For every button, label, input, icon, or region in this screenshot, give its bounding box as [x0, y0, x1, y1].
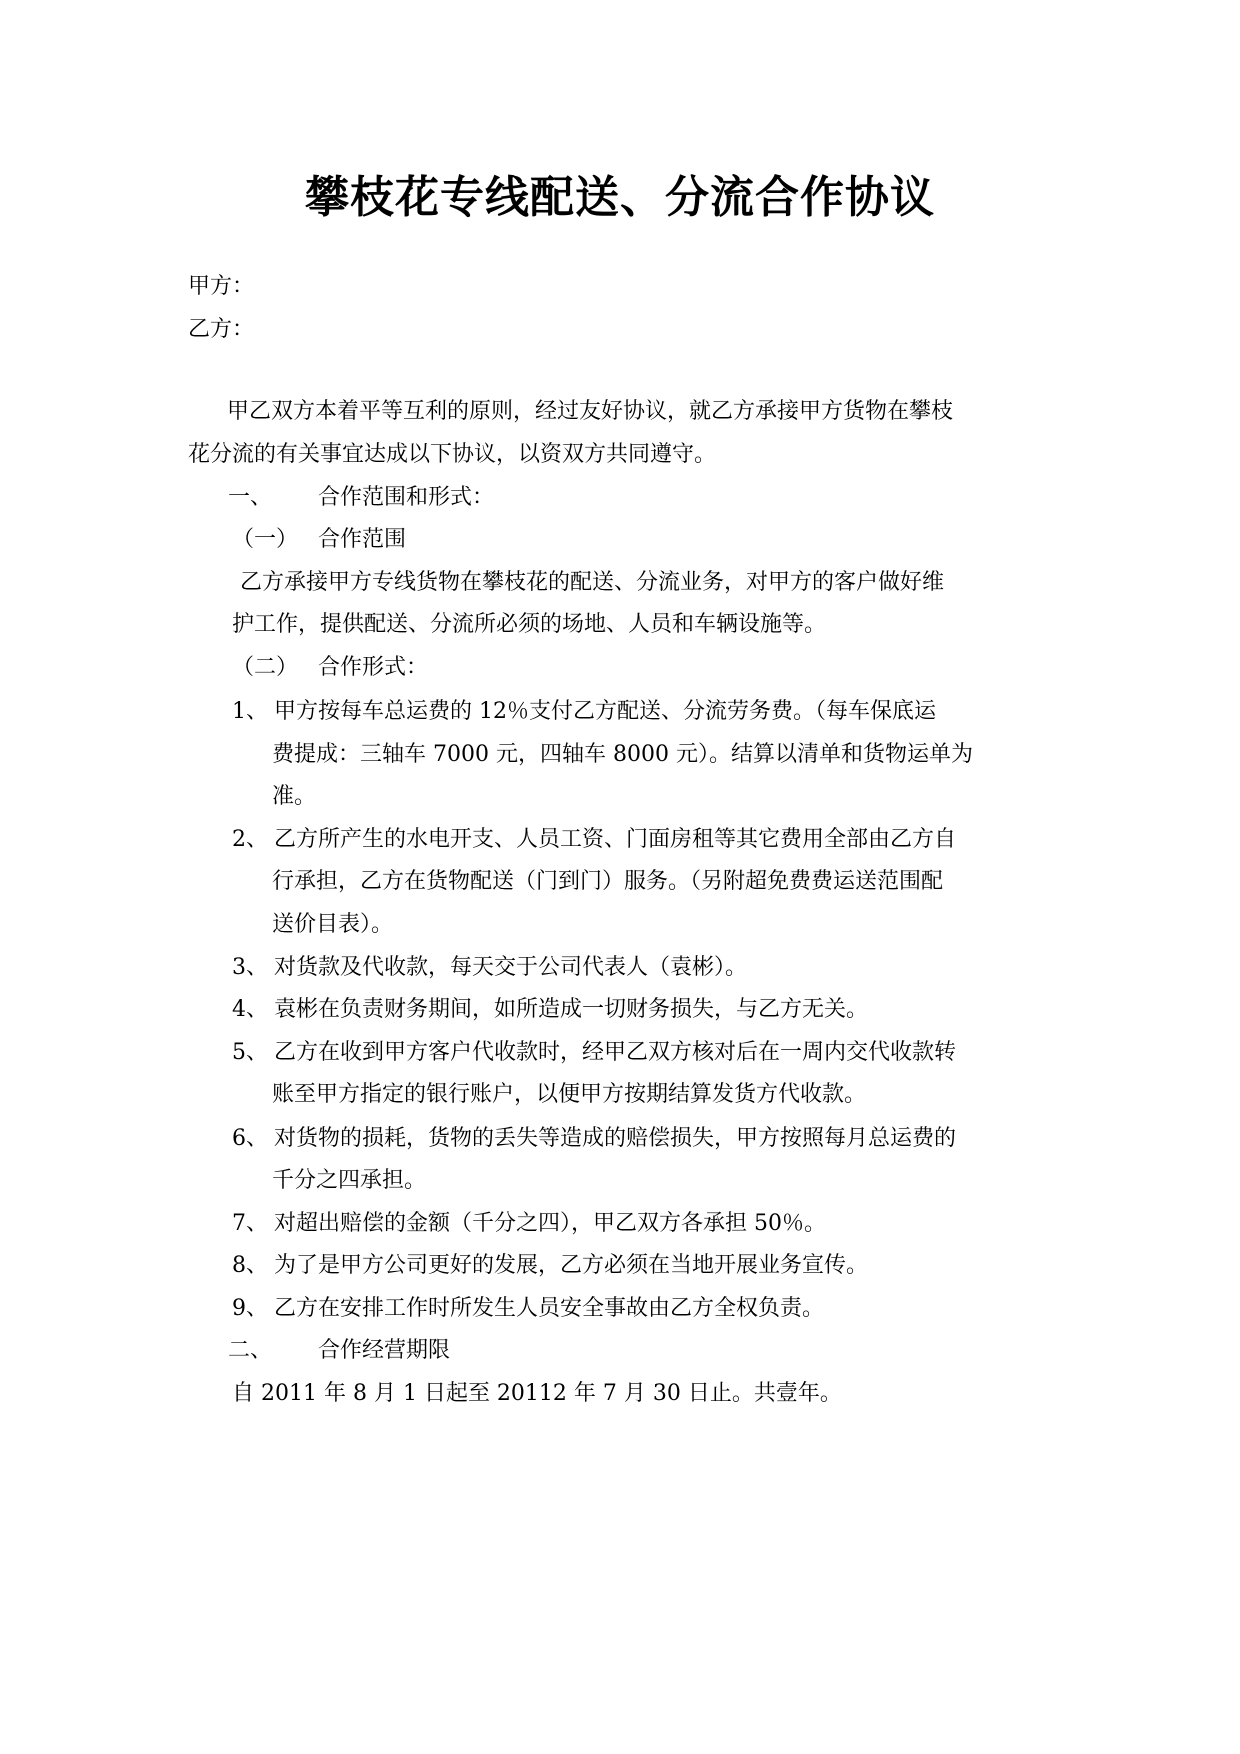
- list-item: [232, 1294, 824, 1324]
- item-text-continued: 行承担，乙方在货物配送（门到门）服务。（另附超免费费运送范围配: [272, 869, 944, 894]
- item-text-continued: 费提成：三轴车 7000 元，四轴车 8000 元）。结算以清单和货物运单为: [272, 742, 973, 767]
- item-text-continued: 准。: [272, 784, 317, 809]
- subsection-number: （二）: [232, 655, 299, 680]
- item-number: 2、: [232, 827, 268, 852]
- item-text-continued: 送价目表）。: [272, 912, 394, 937]
- party-a-label: 甲方：: [188, 274, 255, 299]
- term-text: 自 2011 年 8 月 1 日起至 20112 年 7 月 30 日止。共壹年。: [232, 1381, 842, 1406]
- item-text: 对货款及代收款，每天交于公司代表人（袁彬）。: [274, 955, 748, 980]
- list-item: [232, 953, 747, 983]
- item-number: 5、: [232, 1040, 268, 1065]
- subsection-title: 合作范围: [318, 527, 407, 552]
- item-text: 对超出赔偿的金额（千分之四），甲乙双方各承担 50％。: [274, 1211, 826, 1236]
- item-text: 对货物的损耗，货物的丢失等造成的赔偿损失，甲方按照每月总运费的: [274, 1126, 957, 1151]
- item-number: 9、: [232, 1296, 268, 1321]
- item-number: 4、: [232, 997, 268, 1022]
- item-text: 为了是甲方公司更好的发展，乙方必须在当地开展业务宣传。: [274, 1253, 869, 1278]
- item-text-continued: 账至甲方指定的银行账户，以便甲方按期结算发货方代收款。: [272, 1082, 867, 1107]
- list-item: [232, 825, 956, 855]
- item-number: 3、: [232, 955, 268, 980]
- list-item: [232, 1038, 956, 1068]
- section-2-heading: [228, 1336, 450, 1366]
- section-title: 合作经营期限: [318, 1338, 451, 1363]
- list-item: [232, 1209, 826, 1239]
- item-text: 乙方所产生的水电开支、人员工资、门面房租等其它费用全部由乙方自: [274, 827, 957, 852]
- item-number: 1、: [232, 699, 268, 724]
- section-title: 合作范围和形式：: [318, 485, 495, 510]
- subsection-title: 合作形式：: [318, 655, 429, 680]
- section-1-heading: [228, 483, 494, 513]
- intro-line-2: 花分流的有关事宜达成以下协议，以资双方共同遵守。: [188, 442, 717, 467]
- item-text: 甲方按每车总运费的 12％支付乙方配送、分流劳务费。（每车保底运: [274, 699, 936, 724]
- item-text: 乙方在安排工作时所发生人员安全事故由乙方全权负责。: [274, 1296, 825, 1321]
- scope-line-1: 乙方承接甲方专线货物在攀枝花的配送、分流业务，对甲方的客户做好维: [240, 570, 945, 595]
- subsection-1-heading: [232, 525, 406, 555]
- item-text: 袁彬在负责财务期间，如所造成一切财务损失，与乙方无关。: [274, 997, 869, 1022]
- list-item: [232, 697, 936, 727]
- item-number: 8、: [232, 1253, 268, 1278]
- list-item: [232, 1124, 956, 1154]
- subsection-2-heading: [232, 653, 428, 683]
- subsection-number: （一）: [232, 527, 299, 552]
- intro-line-1: 甲乙双方本着平等互利的原则，经过友好协议，就乙方承接甲方货物在攀枝: [227, 399, 954, 424]
- list-item: [232, 995, 868, 1025]
- section-number: 二、: [228, 1338, 273, 1363]
- scope-line-2: 护工作，提供配送、分流所必须的场地、人员和车辆设施等。: [232, 612, 827, 637]
- list-item: [232, 1251, 868, 1281]
- document-title: 攀枝花专线配送、分流合作协议: [305, 172, 935, 223]
- section-number: 一、: [228, 485, 273, 510]
- party-b-label: 乙方：: [188, 317, 255, 342]
- item-text-continued: 千分之四承担。: [272, 1168, 427, 1193]
- item-number: 6、: [232, 1126, 268, 1151]
- item-number: 7、: [232, 1211, 268, 1236]
- item-text: 乙方在收到甲方客户代收款时，经甲乙双方核对后在一周内交代收款转: [274, 1040, 957, 1065]
